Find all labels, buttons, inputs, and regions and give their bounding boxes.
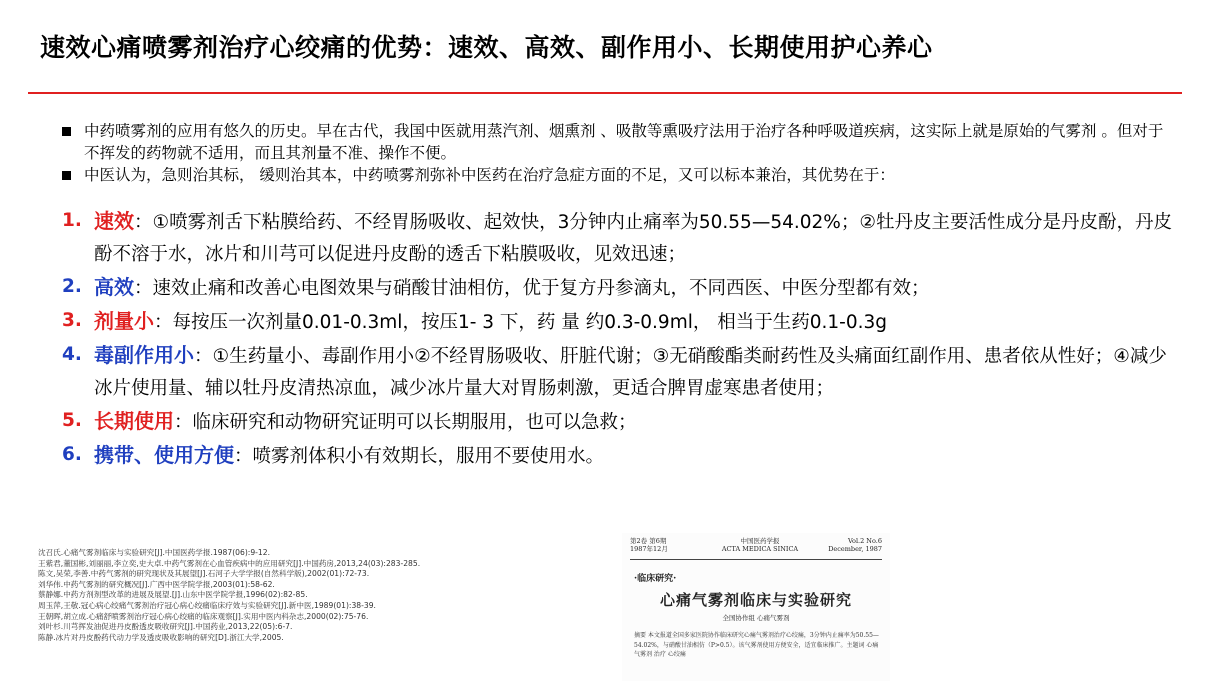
item-number: 2. (62, 276, 82, 297)
reference-item: 王朝晖,胡立成.心痛舒喷雾剂治疗冠心病心绞痛的临床观察[J].实用中医内科杂志,2000(02):75-76. (38, 611, 369, 621)
bullet-square-icon (62, 127, 71, 136)
journal-abstract: 摘要 本文报道全国多家医院协作临床研究心痛气雾剂治疗心绞痛，3分钟内止痛率为50.55—54.02%，与硝酸甘油相仿（P>0.5）。该气雾剂使用方便安全，适宜临床推广。主题词 心痛气雾剂 治疗 心绞痛 (634, 632, 879, 658)
reference-item: 刘华伟.中药气雾剂的研究概况[J].广西中医学院学报,2003(01):58-62. (38, 579, 275, 589)
item-text: ：①喷雾剂舌下粘膜给药、不经胃肠吸收、起效快，3分钟内止痛率为50.55—54.02%；②牡丹皮主要活性成分是丹皮酚，丹皮酚不溶于水，冰片和川芎可以促进丹皮酚的透舌下粘膜吸收，见效迅速； (94, 212, 1172, 265)
intro-bullets (62, 120, 1172, 186)
item-number: 6. (62, 444, 82, 465)
journal-volume: Vol.2 No.6 December, 1987 (828, 537, 882, 553)
item-keyword: 高效 (94, 275, 134, 299)
reference-item: 蔡静娜.中药方剂剂型改革的进展及展望.[J].山东中医学院学报,1996(02):82-85. (38, 590, 308, 600)
advantage-item-fast (62, 205, 1172, 271)
bullet-tcm-view (62, 164, 1172, 186)
item-text: ：临床研究和动物研究证明可以长期服用，也可以急救； (174, 412, 637, 433)
item-keyword: 携带、使用方便 (94, 443, 234, 467)
page-title: 速效心痛喷雾剂治疗心绞痛的优势：速效、高效、副作用小、长期使用护心养心 (40, 33, 933, 62)
journal-section: ·临床研究· (634, 574, 677, 584)
title-divider (28, 92, 1182, 94)
reference-item: 沈召氏.心痛气雾剂临床与实验研究[J].中国医药学报.1987(06):9-12. (38, 548, 270, 557)
item-keyword: 长期使用 (94, 409, 174, 433)
advantage-item-long-term (62, 405, 1172, 439)
item-keyword: 剂量小 (94, 309, 154, 333)
item-text: ：喷雾剂体积小有效期长，服用不要使用水。 (234, 446, 605, 467)
advantage-item-portable (62, 439, 1172, 473)
bullet-square-icon (62, 171, 71, 180)
reference-item: 陈静.冰片对丹皮酚药代动力学及透皮吸收影响的研究[D].浙江大学,2005. (38, 632, 284, 642)
advantage-item-effective (62, 271, 1172, 305)
item-keyword: 速效 (94, 209, 134, 233)
journal-article-title: 心痛气雾剂临床与实验研究 (659, 591, 852, 609)
reference-item: 周玉萍,王敬.冠心病心绞痛气雾剂治疗冠心病心绞痛临床疗效与实验研究[J].新中医,1989(01):38-39. (38, 600, 376, 610)
journal-authors: 全国协作组 心痛气雾剂 (722, 614, 790, 622)
item-text: ：①生药量小、毒副作用小②不经胃肠吸收、肝脏代谢；③无硝酸酯类耐药性及头痛面红副作用、患者依从性好；④减少冰片使用量、辅以牡丹皮清热凉血，减少冰片量大对胃肠刺激，更适合脾胃虚寒患者使用； (94, 346, 1167, 399)
item-number: 4. (62, 344, 82, 365)
bullet-text: 中药喷雾剂的应用有悠久的历史。早在古代，我国中医就用蒸汽剂、烟熏剂 、吸散等熏吸疗法用于治疗各种呼吸道疾病，这实际上就是原始的气雾剂 。但对于不挥发的药物就不适用，而且其剂量不准、操作不便。 (84, 122, 1164, 162)
bullet-history (62, 120, 1172, 164)
reference-item: 王紫君,董国彬,刘丽丽,李立奕,史大卓.中药气雾剂在心血管疾病中的应用研究[J].中国药房,2013,24(03):283-285. (38, 558, 421, 568)
journal-header-rule (630, 559, 882, 560)
item-number: 1. (62, 210, 82, 231)
advantage-item-low-dose (62, 305, 1172, 339)
reference-item: 陈文,吴荣,李善.中药气雾剂的研究现状及其展望[J].石河子大学学报(自然科学版),2002(01):72-73. (38, 569, 370, 579)
item-number: 5. (62, 410, 82, 431)
item-text: ：速效止痛和改善心电图效果与硝酸甘油相仿，优于复方丹参滴丸，不同西医、中医分型都有效； (134, 278, 930, 299)
item-keyword: 毒副作用小 (94, 343, 194, 367)
journal-name: 中国医药学报 ACTA MEDICA SINICA (721, 537, 799, 553)
item-text: ：每按压一次剂量0.01-0.3ml，按压1- 3 下，药 量 约0.3-0.9ml， 相当于生药0.1-0.3g (154, 312, 888, 333)
advantage-item-low-side-effects (62, 339, 1172, 405)
bullet-text: 中医认为，急则治其标， 缓则治其本，中药喷雾剂弥补中医药在治疗急症方面的不足，又可以标本兼治，其优势在于： (84, 166, 895, 184)
item-number: 3. (62, 310, 82, 331)
advantage-list (62, 205, 1172, 473)
reference-list (38, 548, 518, 643)
journal-issue: 第2卷 第6期 1987年12月 (630, 537, 668, 553)
reference-item: 刘叶杉.川芎挥发油促进丹皮酚透皮吸收研究[J].中国药业,2013,22(05):6-7. (38, 622, 293, 632)
journal-article-scan (622, 533, 890, 681)
